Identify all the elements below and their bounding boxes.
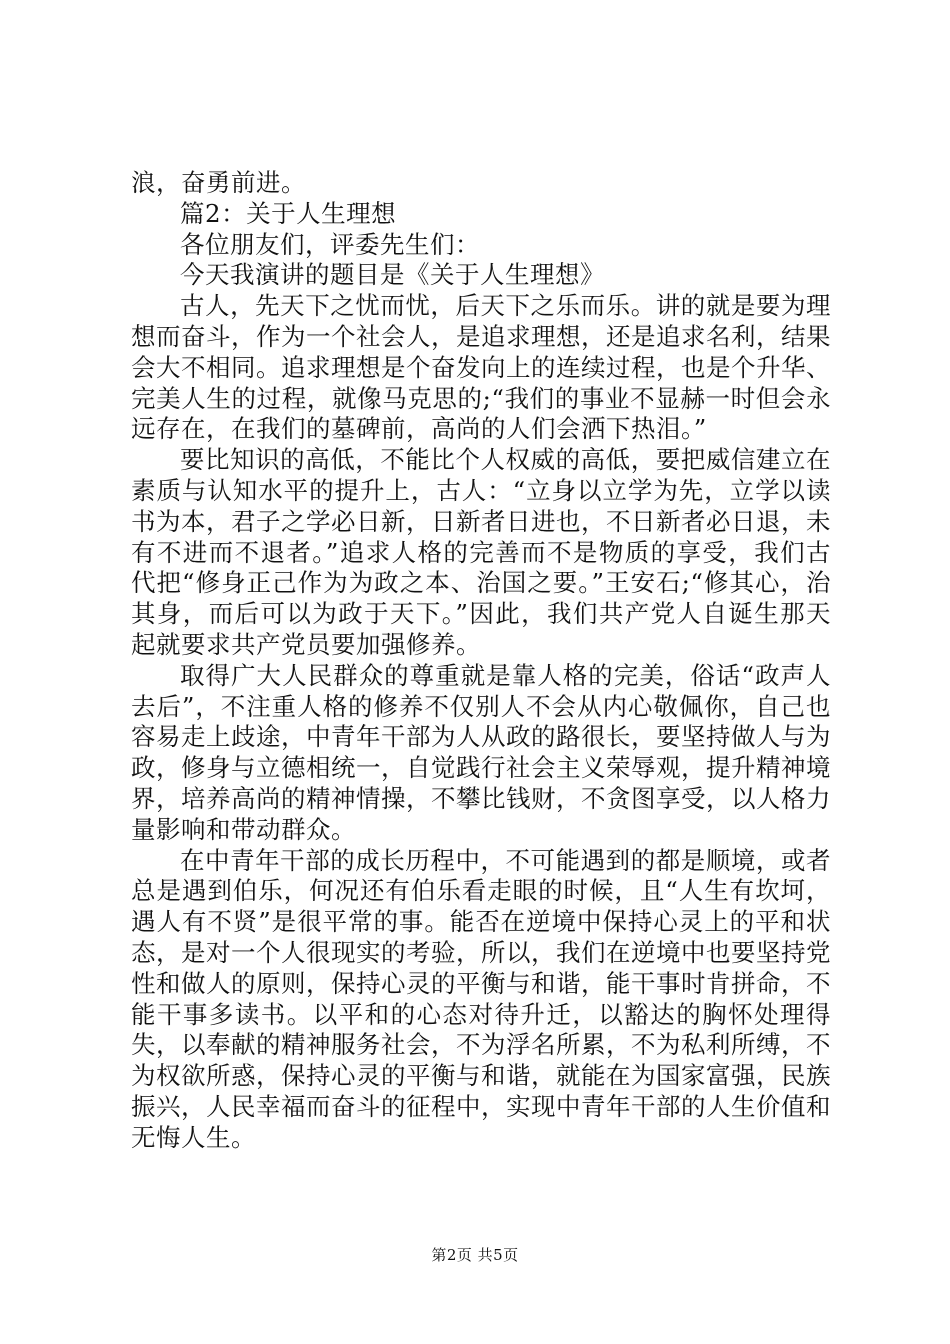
paragraph: 浪，奋勇前进。 <box>131 168 306 197</box>
paragraph: 要比知识的高低，不能比个人权威的高低，要把威信建立在素质与认知水平的提升上，古人：“立身以立学为先，立学以读书为本，君子之学必日新，日新者日进也，不日新者必日退，未有不进而不退者。”追求人格的完善而不是物质的享受，我们古代把“修身正己作为为政之本、治国之要。”王安石;“修其心，治其身，而后可以为政于天下。”因此，我们共产党人自诞生那天起就要求共产党员要加强修养。 <box>131 445 831 659</box>
document-body <box>131 168 831 1154</box>
salutation: 各位朋友们，评委先生们： <box>180 229 480 259</box>
speech-title-line: 今天我演讲的题目是《关于人生理想》 <box>180 260 605 290</box>
page-number-footer: 第2页 共5页 <box>431 1246 519 1264</box>
section-heading: 篇2：关于人生理想 <box>180 198 397 228</box>
paragraph: 古人，先天下之忧而忧，后天下之乐而乐。讲的就是要为理想而奋斗，作为一个社会人，是追求理想，还是追求名利，结果会大不相同。追求理想是个奋发向上的连续过程，也是个升华、完美人生的过程，就像马克思的;“我们的事业不显赫一时但会永远存在，在我们的墓碑前，高尚的人们会洒下热泪。” <box>131 291 831 444</box>
paragraph: 在中青年干部的成长历程中，不可能遇到的都是顺境，或者总是遇到伯乐，何况还有伯乐看走眼的时候，且“人生有坎坷，遇人有不贤”是很平常的事。能否在逆境中保持心灵上的平和状态，是对一个人很现实的考验，所以，我们在逆境中也要坚持党性和做人的原则，保持心灵的平衡与和谐，能干事时肯拼命，不能干事多读书。以平和的心态对待升迁，以豁达的胸怀处理得失，以奉献的精神服务社会，不为浮名所累，不为私利所缚，不为权欲所惑，保持心灵的平衡与和谐，就能在为国家富强，民族振兴，人民幸福而奋斗的征程中，实现中青年干部的人生价值和无悔人生。 <box>131 845 831 1152</box>
paragraph: 取得广大人民群众的尊重就是靠人格的完美，俗话“政声人去后”，不注重人格的修养不仅别人不会从内心敬佩你，自己也容易走上歧途，中青年干部为人从政的路很长，要坚持做人与为政，修身与立德相统一，自觉践行社会主义荣辱观，提升精神境界，培养高尚的精神情操，不攀比钱财，不贪图享受，以人格力量影响和带动群众。 <box>131 660 831 844</box>
